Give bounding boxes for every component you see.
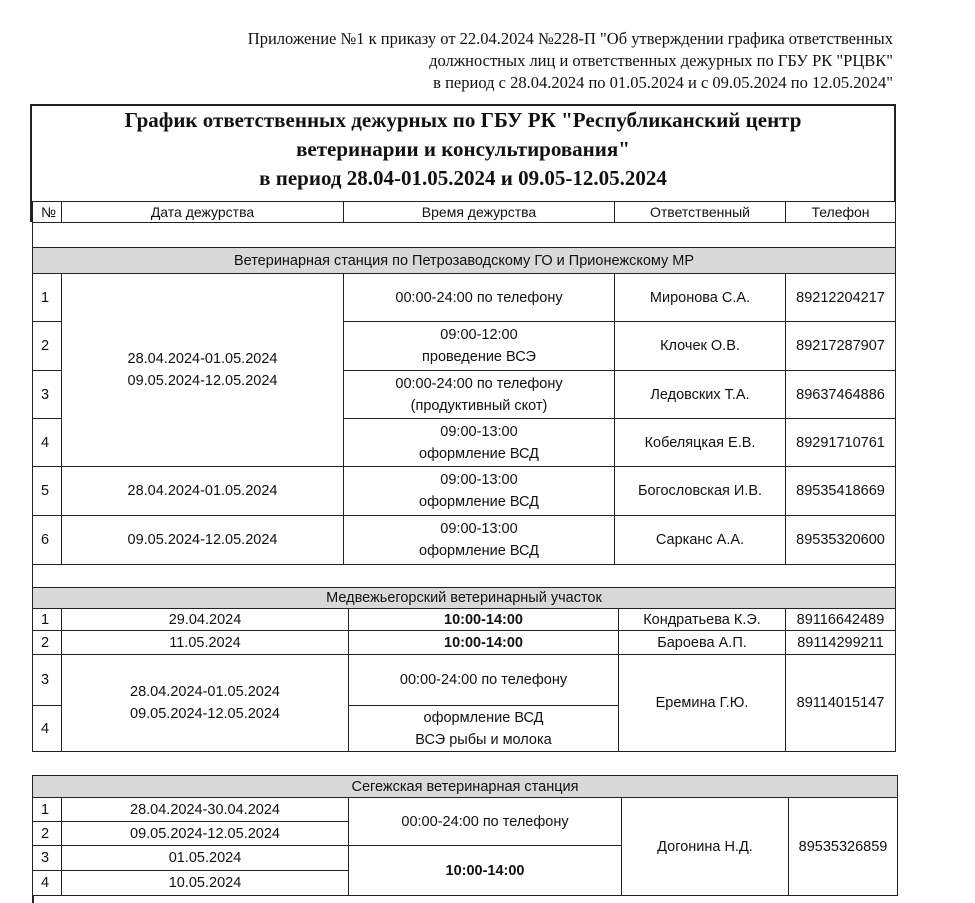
s2-row-2-num: 2: [32, 630, 62, 655]
s1-row-4-num: 4: [32, 418, 62, 467]
s1-row-6-time: [343, 515, 615, 565]
s1-row-3-time-line-1: 00:00-24:00 по телефону: [395, 375, 563, 392]
s1-row-4-time-line-1: 09:00-13:00: [440, 423, 518, 440]
s2-group-person: Еремина Г.Ю.: [618, 654, 786, 752]
s1-row-2-person: Клочек О.В.: [614, 321, 786, 371]
header-num: №: [32, 201, 62, 223]
s1-row-3-phone: 89637464886: [785, 370, 896, 419]
s1-row-3-time: [343, 370, 615, 419]
s1-row-1-time: 00:00-24:00 по телефону: [343, 273, 615, 322]
section-3-title: Сегежская ветеринарная станция: [32, 775, 898, 798]
s1-row-1-num: 1: [32, 273, 62, 322]
s1-row-2-time-line-1: 09:00-12:00: [440, 327, 518, 343]
s3-row-3-num: 3: [32, 845, 62, 871]
s1-row-2-time: [343, 321, 615, 371]
s1-date-group: [61, 273, 344, 467]
s2-group-date: [61, 654, 349, 752]
s3-row-4-date: 10.05.2024: [61, 870, 349, 896]
s3-row-2-num: 2: [32, 821, 62, 846]
s1-row-4-time-line-2: оформление ВСД: [419, 445, 539, 462]
s1-row-6-person: Сарканс А.А.: [614, 515, 786, 565]
header-time: Время дежурства: [343, 201, 615, 223]
s2-group-date-line-1: 28.04.2024-01.05.2024: [130, 684, 280, 700]
s1-row-5-time-line-1: 09:00-13:00: [440, 472, 518, 488]
s3-time-a: 00:00-24:00 по телефону: [348, 797, 622, 846]
s1-row-6-date: 09.05.2024-12.05.2024: [61, 515, 344, 565]
annex-reference: [248, 28, 893, 94]
s2-row-4-time: [348, 705, 619, 752]
title-line-1: График ответственных дежурных по ГБУ РК "Республиканский центр: [124, 108, 802, 132]
s1-row-2-phone: 89217287907: [785, 321, 896, 371]
s3-row-1-num: 1: [32, 797, 62, 822]
s3-row-2-date: 09.05.2024-12.05.2024: [61, 821, 349, 846]
s1-row-6-time-line-2: оформление ВСД: [419, 543, 539, 559]
s3-person: Догонина Н.Д.: [621, 797, 789, 896]
s1-row-5-phone: 89535418669: [785, 466, 896, 516]
s1-row-6-phone: 89535320600: [785, 515, 896, 565]
s1-row-3-num: 3: [32, 370, 62, 419]
s2-row-3-time: 00:00-24:00 по телефону: [348, 654, 619, 706]
header-person: Ответственный: [614, 201, 786, 223]
s2-row-1-person: Кондратьева К.Э.: [618, 608, 786, 631]
s2-row-1-num: 1: [32, 608, 62, 631]
s1-row-2-time-line-2: проведение ВСЭ: [422, 349, 536, 365]
s2-group-phone: 89114015147: [785, 654, 896, 752]
annex-line-3: в период с 28.04.2024 по 01.05.2024 и с 09.05.2024 по 12.05.2024": [433, 73, 893, 92]
s1-date-group-line-2: 09.05.2024-12.05.2024: [127, 373, 278, 389]
s2-row-2-time: 10:00-14:00: [348, 630, 619, 655]
s1-row-5-date: 28.04.2024-01.05.2024: [61, 466, 344, 516]
s2-row-1-date: 29.04.2024: [61, 608, 349, 631]
annex-line-1: Приложение №1 к приказу от 22.04.2024 №228-П "Об утверждении графика ответственных: [247, 29, 893, 48]
section-1-title: Ветеринарная станция по Петрозаводскому ГО и Прионежскому МР: [32, 247, 896, 274]
s3-row-3-date: 01.05.2024: [61, 845, 349, 871]
s1-row-5-num: 5: [32, 466, 62, 516]
s1-row-1-phone: 89212204217: [785, 273, 896, 322]
header-date: Дата дежурства: [61, 201, 344, 223]
gap-row-1: [32, 564, 896, 588]
header-phone: Телефон: [785, 201, 896, 223]
s3-time-b: 10:00-14:00: [348, 845, 622, 896]
annex-line-2: должностных лиц и ответственных дежурных по ГБУ РК "РЦВК": [429, 51, 893, 70]
s1-row-3-person: Ледовских Т.А.: [614, 370, 786, 419]
s1-row-6-time-line-1: 09:00-13:00: [440, 521, 518, 537]
s1-row-5-time-line-2: оформление ВСД: [419, 494, 539, 510]
s2-row-4-time-line-2: ВСЭ рыбы и молока: [415, 731, 552, 748]
s1-row-3-time-line-2: (продуктивный скот): [410, 397, 548, 414]
title-line-3: в период 28.04-01.05.2024 и 09.05-12.05.2024: [259, 166, 667, 190]
section-2-title: Медвежьегорский ветеринарный участок: [32, 587, 896, 609]
s2-row-1-phone: 89116642489: [785, 608, 896, 631]
s3-phone: 89535326859: [788, 797, 898, 896]
s1-row-1-person: Миронова С.А.: [614, 273, 786, 322]
s1-row-5-time: [343, 466, 615, 516]
s2-row-1-time: 10:00-14:00: [348, 608, 619, 631]
s1-row-2-num: 2: [32, 321, 62, 371]
s1-date-group-line-1: 28.04.2024-01.05.2024: [127, 351, 278, 367]
title-line-2: ветеринарии и консультирования": [296, 137, 630, 161]
s1-row-6-num: 6: [32, 515, 62, 565]
s2-group-date-line-2: 09.05.2024-12.05.2024: [130, 706, 280, 722]
s2-row-2-phone: 89114299211: [785, 630, 896, 655]
s2-row-2-person: Бароева А.П.: [618, 630, 786, 655]
s2-row-4-num: 4: [32, 705, 62, 752]
document-title: [30, 106, 896, 193]
s2-row-3-num: 3: [32, 654, 62, 706]
s1-row-4-time: [343, 418, 615, 467]
s1-row-5-person: Богословская И.В.: [614, 466, 786, 516]
s3-row-4-num: 4: [32, 870, 62, 896]
s1-row-4-person: Кобеляцкая Е.В.: [614, 418, 786, 467]
spacer-row: [32, 222, 896, 248]
s2-row-2-date: 11.05.2024: [61, 630, 349, 655]
s2-row-4-time-line-1: оформление ВСД: [423, 709, 544, 726]
s3-row-1-date: 28.04.2024-30.04.2024: [61, 797, 349, 822]
s1-row-4-phone: 89291710761: [785, 418, 896, 467]
